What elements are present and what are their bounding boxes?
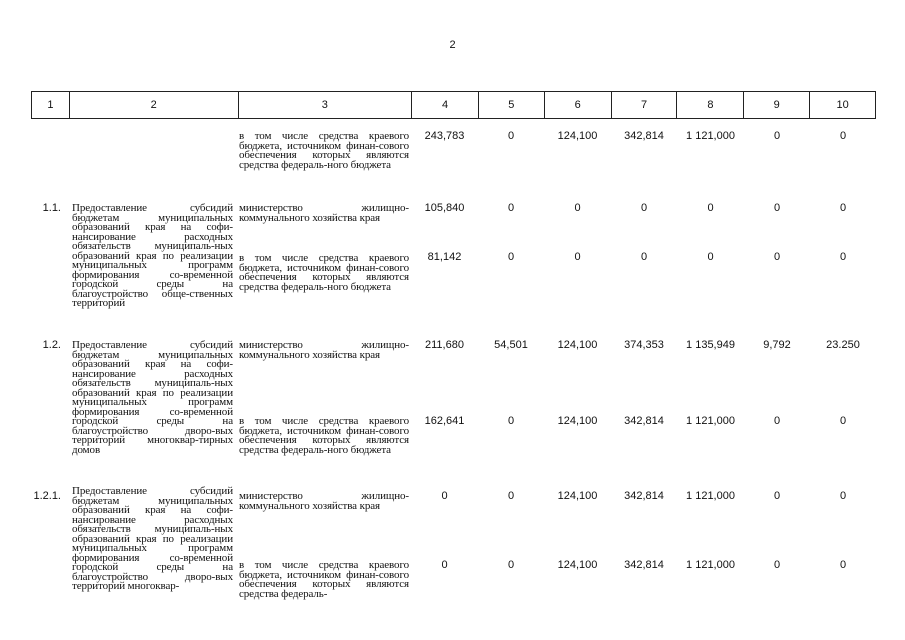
value-cell-4: 105,840 — [424, 202, 465, 214]
value-cell-8: 1 121,000 — [686, 559, 735, 571]
value-cell-9: 0 — [773, 202, 781, 214]
value-cell-4: 162,641 — [424, 415, 465, 427]
executor-text: министерство жилищно-коммунального хозяйства края — [239, 202, 409, 224]
value-cell-10: 23.250 — [826, 339, 860, 351]
value-cell-4: 0 — [441, 490, 448, 502]
value-cell-8: 1 121,000 — [686, 130, 735, 142]
header-cell-2: 2 — [69, 92, 238, 118]
value-cell-9: 0 — [773, 559, 781, 571]
value-cell-9: 9,792 — [763, 339, 791, 351]
value-cell-4: 0 — [441, 559, 448, 571]
value-cell-10: 0 — [839, 415, 847, 427]
value-cell-7: 342,814 — [624, 559, 664, 571]
value-cell-6: 0 — [574, 251, 581, 263]
value-cell-8: 0 — [707, 202, 714, 214]
header-cell-6: 6 — [544, 92, 611, 118]
executor-text: в том числе средства краевого бюджета, источником финан-сового обеспечения которых являются средства федераль- — [239, 559, 409, 600]
value-cell-8: 1 135,949 — [686, 339, 735, 351]
value-cell-6: 124,100 — [557, 415, 598, 427]
value-cell-7: 342,814 — [624, 490, 664, 502]
row-code: 1.2. — [42, 339, 61, 351]
value-cell-9: 0 — [773, 130, 781, 142]
header-cell-4: 4 — [411, 92, 478, 118]
executor-text: в том числе средства краевого бюджета, источником финан-сового обеспечения которых являются средства федераль-ного бюджета — [239, 130, 409, 171]
value-cell-4: 211,680 — [425, 339, 464, 351]
header-cell-1: 1 — [47, 99, 54, 111]
value-cell-6: 124,100 — [557, 130, 598, 142]
value-cell-9: 0 — [773, 251, 781, 263]
executor-text: министерство жилищно-коммунального хозяйства края — [239, 339, 409, 361]
value-cell-10: 0 — [839, 130, 847, 142]
value-cell-7: 342,814 — [624, 415, 664, 427]
value-cell-6: 124,100 — [557, 339, 598, 351]
header-cell-8: 8 — [676, 92, 743, 118]
value-cell-9: 0 — [773, 415, 781, 427]
value-cell-8: 1 121,000 — [686, 490, 735, 502]
row-code: 1.1. — [42, 202, 61, 214]
value-cell-6: 0 — [574, 202, 581, 214]
value-cell-5: 0 — [507, 251, 515, 263]
header-cell-10: 10 — [809, 92, 875, 118]
value-cell-4: 81,142 — [427, 251, 462, 263]
value-cell-7: 0 — [640, 202, 648, 214]
value-cell-8: 1 121,000 — [686, 415, 735, 427]
measure-name: Предоставление субсидий бюджетам муниципальных образований края на софи-нансирование расходных обязательств муниципаль-ных образований края по реализации муниципальных программ формирования со-временной городской среды на благоустройство дворо-вых территорий многоквар- — [72, 485, 233, 592]
value-cell-4: 243,783 — [424, 130, 465, 142]
value-cell-6: 124,100 — [557, 559, 598, 571]
value-cell-10: 0 — [839, 202, 847, 214]
value-cell-7: 0 — [640, 251, 648, 263]
executor-text: в том числе средства краевого бюджета, источником финан-сового обеспечения которых являются средства федераль-ного бюджета — [239, 252, 409, 293]
executor-text: министерство жилищно-коммунального хозяйства края — [239, 490, 409, 512]
value-cell-7: 342,814 — [624, 130, 664, 142]
value-cell-5: 54,501 — [494, 339, 528, 351]
value-cell-10: 0 — [839, 490, 847, 502]
value-cell-5: 0 — [507, 559, 515, 571]
header-cell-7: 7 — [611, 92, 677, 118]
header-cell-5: 5 — [478, 92, 544, 118]
row-code: 1.2.1. — [33, 490, 61, 502]
measure-name: Предоставление субсидий бюджетам муниципальных образований края на софи-нансирование расходных обязательств муниципаль-ных образований края по реализации муниципальных программ формирования со-временной городской среды на благоустройство обще-ственных территорий — [72, 202, 233, 309]
value-cell-5: 0 — [507, 202, 515, 214]
value-cell-10: 0 — [839, 559, 847, 571]
value-cell-5: 0 — [507, 130, 515, 142]
header-cell-9: 9 — [743, 92, 809, 118]
value-cell-5: 0 — [507, 415, 515, 427]
header-cell-3: 3 — [238, 92, 412, 118]
value-cell-10: 0 — [839, 251, 847, 263]
measure-name: Предоставление субсидий бюджетам муниципальных образований края на софи-нансирование расходных обязательств муниципаль-ных образований края по реализации муниципальных программ формирования со-временной городской среды на благоустройство дворо-вых территорий многоквар-тирных домов — [72, 339, 233, 456]
value-cell-7: 374,353 — [624, 339, 664, 351]
value-cell-5: 0 — [507, 490, 515, 502]
page-number: 2 — [449, 39, 456, 51]
value-cell-8: 0 — [707, 251, 714, 263]
table-header — [31, 91, 876, 119]
value-cell-6: 124,100 — [557, 490, 598, 502]
executor-text: в том числе средства краевого бюджета, источником финан-сового обеспечения которых являются средства федераль-ного бюджета — [239, 415, 409, 456]
value-cell-9: 0 — [773, 490, 781, 502]
